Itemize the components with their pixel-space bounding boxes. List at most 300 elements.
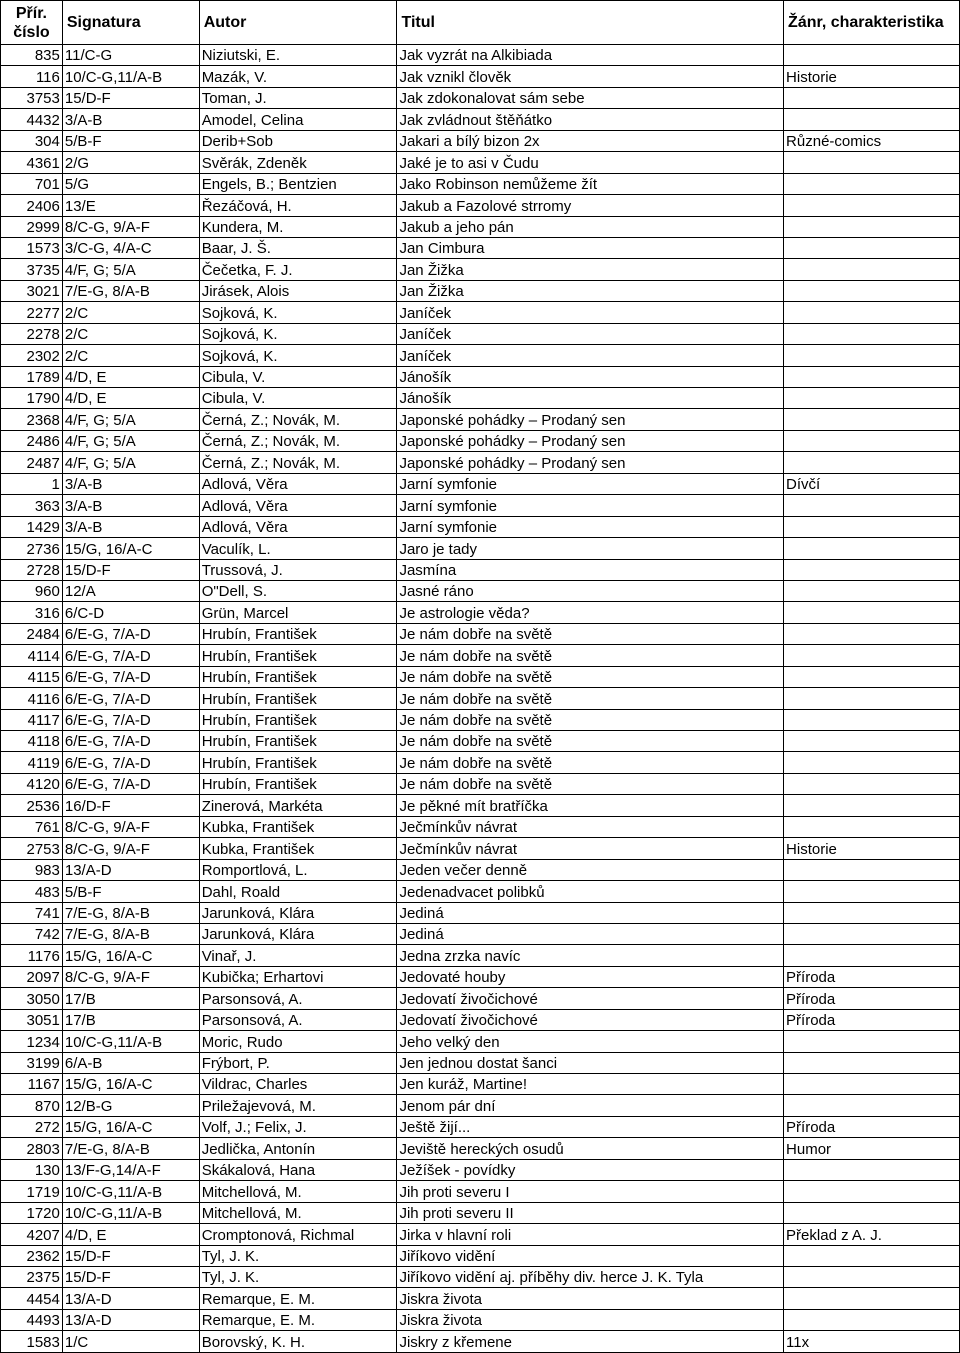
cell-author: Hrubín, František [199, 645, 397, 666]
cell-signature: 6/E-G, 7/A-D [62, 773, 199, 794]
table-row [1, 1288, 960, 1309]
cell-author: Niziutski, E. [199, 45, 397, 66]
cell-title: Janíček [397, 302, 784, 323]
cell-author: Toman, J. [199, 87, 397, 108]
cell-author: Cromptonová, Richmal [199, 1224, 397, 1245]
cell-number: 1234 [1, 1031, 63, 1052]
table-row [1, 602, 960, 623]
cell-genre [784, 645, 960, 666]
cell-genre [784, 602, 960, 623]
cell-number: 2487 [1, 452, 63, 473]
cell-number: 2486 [1, 430, 63, 451]
cell-genre [784, 580, 960, 601]
cell-genre [784, 1159, 960, 1180]
cell-author: O"Dell, S. [199, 580, 397, 601]
cell-author: Volf, J.; Felix, J. [199, 1116, 397, 1137]
cell-title: Jak zvládnout štěňátko [397, 109, 784, 130]
cell-number: 4432 [1, 109, 63, 130]
cell-title: Jakari a bílý bizon 2x [397, 130, 784, 151]
cell-author: Černá, Z.; Novák, M. [199, 409, 397, 430]
cell-number: 130 [1, 1159, 63, 1180]
table-row [1, 795, 960, 816]
cell-number: 4361 [1, 152, 63, 173]
cell-genre: Historie [784, 838, 960, 859]
cell-title: Jasné ráno [397, 580, 784, 601]
header-signature: Signatura [62, 1, 199, 45]
cell-genre [784, 945, 960, 966]
cell-title: Jeho velký den [397, 1031, 784, 1052]
cell-author: Tyl, J. K. [199, 1245, 397, 1266]
cell-number: 870 [1, 1095, 63, 1116]
cell-genre [784, 752, 960, 773]
cell-title: Jiskry z křemene [397, 1331, 784, 1352]
cell-title: Ježíšek - povídky [397, 1159, 784, 1180]
cell-title: Jiříkovo vidění aj. příběhy div. herce J. K. Tyla [397, 1266, 784, 1287]
cell-signature: 2/C [62, 323, 199, 344]
table-row [1, 216, 960, 237]
cell-signature: 4/F, G; 5/A [62, 409, 199, 430]
cell-signature: 10/C-G,11/A-B [62, 1181, 199, 1202]
cell-number: 304 [1, 130, 63, 151]
table-row [1, 473, 960, 494]
cell-number: 3753 [1, 87, 63, 108]
cell-genre: Příroda [784, 1009, 960, 1030]
cell-signature: 6/E-G, 7/A-D [62, 688, 199, 709]
cell-number: 1583 [1, 1331, 63, 1352]
cell-number: 4207 [1, 1224, 63, 1245]
cell-genre [784, 795, 960, 816]
cell-author: Skákalová, Hana [199, 1159, 397, 1180]
table-row [1, 366, 960, 387]
cell-genre [784, 773, 960, 794]
cell-title: Jediná [397, 923, 784, 944]
cell-author: Řezáčová, H. [199, 195, 397, 216]
cell-author: Kubka, František [199, 816, 397, 837]
table-row [1, 195, 960, 216]
cell-title: Jenom pár dní [397, 1095, 784, 1116]
table-row [1, 323, 960, 344]
cell-author: Svěrák, Zdeněk [199, 152, 397, 173]
cell-author: Hrubín, František [199, 666, 397, 687]
cell-genre [784, 430, 960, 451]
cell-author: Zinerová, Markéta [199, 795, 397, 816]
cell-number: 761 [1, 816, 63, 837]
cell-signature: 15/D-F [62, 1245, 199, 1266]
cell-title: Jedna zrzka navíc [397, 945, 784, 966]
cell-author: Priležajevová, M. [199, 1095, 397, 1116]
cell-signature: 4/F, G; 5/A [62, 259, 199, 280]
table-row [1, 1138, 960, 1159]
cell-author: Parsonsová, A. [199, 1009, 397, 1030]
cell-genre [784, 452, 960, 473]
cell-genre: Překlad z A. J. [784, 1224, 960, 1245]
cell-number: 1720 [1, 1202, 63, 1223]
cell-signature: 7/E-G, 8/A-B [62, 280, 199, 301]
table-row [1, 816, 960, 837]
cell-number: 2728 [1, 559, 63, 580]
table-row [1, 1181, 960, 1202]
cell-title: Ječmínkův návrat [397, 838, 784, 859]
table-row [1, 1224, 960, 1245]
cell-author: Jedlička, Antonín [199, 1138, 397, 1159]
cell-title: Jarní symfonie [397, 473, 784, 494]
cell-author: Hrubín, František [199, 731, 397, 752]
cell-author: Dahl, Roald [199, 881, 397, 902]
table-row [1, 773, 960, 794]
cell-title: Jirka v hlavní roli [397, 1224, 784, 1245]
table-row [1, 881, 960, 902]
cell-author: Trussová, J. [199, 559, 397, 580]
cell-signature: 16/D-F [62, 795, 199, 816]
cell-number: 4119 [1, 752, 63, 773]
cell-genre [784, 195, 960, 216]
cell-title: Janíček [397, 345, 784, 366]
table-row [1, 688, 960, 709]
cell-number: 1167 [1, 1074, 63, 1095]
cell-signature: 13/A-D [62, 859, 199, 880]
cell-genre [784, 1266, 960, 1287]
table-row [1, 1202, 960, 1223]
cell-title: Jih proti severu II [397, 1202, 784, 1223]
cell-author: Parsonsová, A. [199, 988, 397, 1009]
cell-number: 272 [1, 1116, 63, 1137]
cell-title: Jarní symfonie [397, 516, 784, 537]
cell-title: Jan Žižka [397, 280, 784, 301]
cell-number: 3199 [1, 1052, 63, 1073]
cell-author: Vildrac, Charles [199, 1074, 397, 1095]
cell-title: Je nám dobře na světě [397, 623, 784, 644]
table-row [1, 66, 960, 87]
cell-signature: 4/D, E [62, 366, 199, 387]
cell-genre [784, 516, 960, 537]
table-row [1, 1031, 960, 1052]
cell-genre [784, 237, 960, 258]
table-row [1, 666, 960, 687]
cell-title: Jasmína [397, 559, 784, 580]
cell-author: Hrubín, František [199, 623, 397, 644]
cell-genre [784, 45, 960, 66]
cell-author: Čečetka, F. J. [199, 259, 397, 280]
table-row [1, 87, 960, 108]
table-row [1, 645, 960, 666]
cell-number: 2097 [1, 966, 63, 987]
cell-author: Moric, Rudo [199, 1031, 397, 1052]
cell-title: Jedovaté houby [397, 966, 784, 987]
cell-title: Je nám dobře na světě [397, 666, 784, 687]
cell-genre [784, 666, 960, 687]
cell-signature: 11/C-G [62, 45, 199, 66]
cell-author: Jirásek, Alois [199, 280, 397, 301]
cell-number: 2999 [1, 216, 63, 237]
cell-signature: 6/E-G, 7/A-D [62, 623, 199, 644]
table-row [1, 538, 960, 559]
cell-signature: 4/F, G; 5/A [62, 430, 199, 451]
cell-signature: 8/C-G, 9/A-F [62, 216, 199, 237]
cell-signature: 5/B-F [62, 881, 199, 902]
cell-number: 4493 [1, 1309, 63, 1330]
cell-genre [784, 302, 960, 323]
cell-genre [784, 1245, 960, 1266]
cell-number: 1 [1, 473, 63, 494]
table-row [1, 559, 960, 580]
cell-title: Jen jednou dostat šanci [397, 1052, 784, 1073]
cell-signature: 10/C-G,11/A-B [62, 1202, 199, 1223]
cell-title: Jedovatí živočichové [397, 1009, 784, 1030]
cell-genre [784, 152, 960, 173]
table-row [1, 280, 960, 301]
cell-genre [784, 366, 960, 387]
cell-number: 2736 [1, 538, 63, 559]
cell-genre [784, 538, 960, 559]
cell-author: Frýbort, P. [199, 1052, 397, 1073]
cell-genre [784, 731, 960, 752]
table-row [1, 302, 960, 323]
cell-title: Japonské pohádky – Prodaný sen [397, 452, 784, 473]
cell-signature: 8/C-G, 9/A-F [62, 838, 199, 859]
cell-title: Jaké je to asi v Čudu [397, 152, 784, 173]
cell-author: Černá, Z.; Novák, M. [199, 430, 397, 451]
table-row [1, 1116, 960, 1137]
cell-signature: 13/A-D [62, 1309, 199, 1330]
cell-genre [784, 902, 960, 923]
table-row [1, 345, 960, 366]
table-row [1, 1009, 960, 1030]
cell-genre [784, 345, 960, 366]
cell-title: Je nám dobře na světě [397, 645, 784, 666]
cell-author: Mazák, V. [199, 66, 397, 87]
cell-signature: 12/A [62, 580, 199, 601]
cell-signature: 5/B-F [62, 130, 199, 151]
cell-genre [784, 109, 960, 130]
cell-author: Tyl, J. K. [199, 1266, 397, 1287]
cell-title: Jeden večer denně [397, 859, 784, 880]
cell-number: 2277 [1, 302, 63, 323]
table-row [1, 409, 960, 430]
cell-signature: 15/G, 16/A-C [62, 1074, 199, 1095]
cell-author: Sojková, K. [199, 323, 397, 344]
table-row [1, 173, 960, 194]
table-row [1, 623, 960, 644]
cell-title: Je nám dobře na světě [397, 773, 784, 794]
cell-genre [784, 709, 960, 730]
cell-genre [784, 623, 960, 644]
cell-number: 2803 [1, 1138, 63, 1159]
cell-number: 2406 [1, 195, 63, 216]
cell-genre [784, 1031, 960, 1052]
cell-genre: Různé-comics [784, 130, 960, 151]
cell-number: 4117 [1, 709, 63, 730]
cell-author: Adlová, Věra [199, 495, 397, 516]
table-row [1, 388, 960, 409]
table-row [1, 902, 960, 923]
cell-title: Ječmínkův návrat [397, 816, 784, 837]
cell-number: 2362 [1, 1245, 63, 1266]
cell-number: 742 [1, 923, 63, 944]
cell-title: Jih proti severu I [397, 1181, 784, 1202]
cell-number: 116 [1, 66, 63, 87]
cell-author: Derib+Sob [199, 130, 397, 151]
cell-number: 2302 [1, 345, 63, 366]
cell-genre [784, 173, 960, 194]
cell-genre [784, 87, 960, 108]
cell-genre [784, 923, 960, 944]
cell-genre: Příroda [784, 966, 960, 987]
cell-author: Vaculík, L. [199, 538, 397, 559]
cell-signature: 7/E-G, 8/A-B [62, 1138, 199, 1159]
cell-title: Je pěkné mít bratříčka [397, 795, 784, 816]
cell-author: Cibula, V. [199, 388, 397, 409]
table-row [1, 1095, 960, 1116]
cell-genre [784, 259, 960, 280]
cell-genre [784, 881, 960, 902]
cell-author: Cibula, V. [199, 366, 397, 387]
cell-author: Černá, Z.; Novák, M. [199, 452, 397, 473]
cell-title: Jak zdokonalovat sám sebe [397, 87, 784, 108]
cell-signature: 4/D, E [62, 1224, 199, 1245]
cell-signature: 10/C-G,11/A-B [62, 66, 199, 87]
cell-signature: 5/G [62, 173, 199, 194]
cell-signature: 15/G, 16/A-C [62, 1116, 199, 1137]
cell-genre [784, 495, 960, 516]
cell-genre [784, 1309, 960, 1330]
cell-title: Japonské pohádky – Prodaný sen [397, 430, 784, 451]
cell-title: Jedovatí živočichové [397, 988, 784, 1009]
cell-number: 2753 [1, 838, 63, 859]
table-row [1, 430, 960, 451]
cell-title: Jánošík [397, 366, 784, 387]
cell-signature: 3/A-B [62, 495, 199, 516]
table-row [1, 945, 960, 966]
cell-author: Hrubín, František [199, 752, 397, 773]
cell-author: Borovský, K. H. [199, 1331, 397, 1352]
cell-genre [784, 1288, 960, 1309]
cell-number: 1176 [1, 945, 63, 966]
cell-author: Sojková, K. [199, 302, 397, 323]
cell-number: 3051 [1, 1009, 63, 1030]
cell-signature: 17/B [62, 1009, 199, 1030]
cell-number: 741 [1, 902, 63, 923]
cell-title: Jiskra života [397, 1309, 784, 1330]
cell-genre [784, 388, 960, 409]
table-row [1, 859, 960, 880]
table-row [1, 1052, 960, 1073]
cell-genre [784, 559, 960, 580]
cell-title: Jánošík [397, 388, 784, 409]
cell-number: 363 [1, 495, 63, 516]
cell-number: 2375 [1, 1266, 63, 1287]
cell-genre [784, 280, 960, 301]
cell-number: 983 [1, 859, 63, 880]
table-row [1, 516, 960, 537]
cell-signature: 15/G, 16/A-C [62, 945, 199, 966]
cell-signature: 6/E-G, 7/A-D [62, 709, 199, 730]
cell-title: Jan Cimbura [397, 237, 784, 258]
cell-title: Je nám dobře na světě [397, 709, 784, 730]
cell-title: Ještě žijí... [397, 1116, 784, 1137]
cell-number: 1790 [1, 388, 63, 409]
cell-signature: 13/A-D [62, 1288, 199, 1309]
cell-genre [784, 1074, 960, 1095]
cell-signature: 6/E-G, 7/A-D [62, 752, 199, 773]
cell-genre [784, 1181, 960, 1202]
cell-title: Je nám dobře na světě [397, 752, 784, 773]
cell-author: Sojková, K. [199, 345, 397, 366]
cell-author: Remarque, E. M. [199, 1309, 397, 1330]
cell-signature: 3/A-B [62, 516, 199, 537]
cell-genre: Příroda [784, 988, 960, 1009]
header-genre: Žánr, charakteristika [784, 1, 960, 45]
table-row [1, 1074, 960, 1095]
table-row [1, 45, 960, 66]
cell-signature: 6/E-G, 7/A-D [62, 731, 199, 752]
cell-signature: 13/F-G,14/A-F [62, 1159, 199, 1180]
cell-author: Kundera, M. [199, 216, 397, 237]
cell-title: Jaro je tady [397, 538, 784, 559]
table-row [1, 495, 960, 516]
table-row [1, 452, 960, 473]
table-row [1, 1159, 960, 1180]
cell-title: Jan Žižka [397, 259, 784, 280]
cell-number: 2278 [1, 323, 63, 344]
cell-title: Jako Robinson nemůžeme žít [397, 173, 784, 194]
cell-number: 4120 [1, 773, 63, 794]
cell-signature: 15/D-F [62, 559, 199, 580]
cell-author: Mitchellová, M. [199, 1181, 397, 1202]
cell-author: Amodel, Celina [199, 109, 397, 130]
cell-author: Jarunková, Klára [199, 923, 397, 944]
cell-number: 3735 [1, 259, 63, 280]
cell-number: 2484 [1, 623, 63, 644]
cell-signature: 3/A-B [62, 109, 199, 130]
cell-signature: 8/C-G, 9/A-F [62, 816, 199, 837]
cell-signature: 12/B-G [62, 1095, 199, 1116]
cell-genre: Historie [784, 66, 960, 87]
table-row [1, 923, 960, 944]
table-row [1, 237, 960, 258]
cell-title: Jedenadvacet polibků [397, 881, 784, 902]
cell-number: 4116 [1, 688, 63, 709]
table-row [1, 731, 960, 752]
cell-number: 1719 [1, 1181, 63, 1202]
cell-genre [784, 323, 960, 344]
cell-title: Jeviště hereckých osudů [397, 1138, 784, 1159]
cell-title: Jarní symfonie [397, 495, 784, 516]
cell-number: 3021 [1, 280, 63, 301]
cell-signature: 3/C-G, 4/A-C [62, 237, 199, 258]
cell-title: Je nám dobře na světě [397, 731, 784, 752]
cell-number: 4114 [1, 645, 63, 666]
table-body [1, 45, 960, 1353]
table-row [1, 838, 960, 859]
cell-signature: 4/F, G; 5/A [62, 452, 199, 473]
cell-signature: 6/A-B [62, 1052, 199, 1073]
cell-number: 2536 [1, 795, 63, 816]
cell-author: Romportlová, L. [199, 859, 397, 880]
cell-title: Je astrologie věda? [397, 602, 784, 623]
cell-signature: 13/E [62, 195, 199, 216]
cell-genre: 11x [784, 1331, 960, 1352]
cell-number: 701 [1, 173, 63, 194]
cell-signature: 3/A-B [62, 473, 199, 494]
cell-signature: 15/D-F [62, 87, 199, 108]
table-row [1, 130, 960, 151]
cell-number: 4118 [1, 731, 63, 752]
cell-title: Jak vznikl člověk [397, 66, 784, 87]
cell-genre: Dívčí [784, 473, 960, 494]
cell-signature: 7/E-G, 8/A-B [62, 923, 199, 944]
cell-number: 1429 [1, 516, 63, 537]
cell-genre [784, 816, 960, 837]
